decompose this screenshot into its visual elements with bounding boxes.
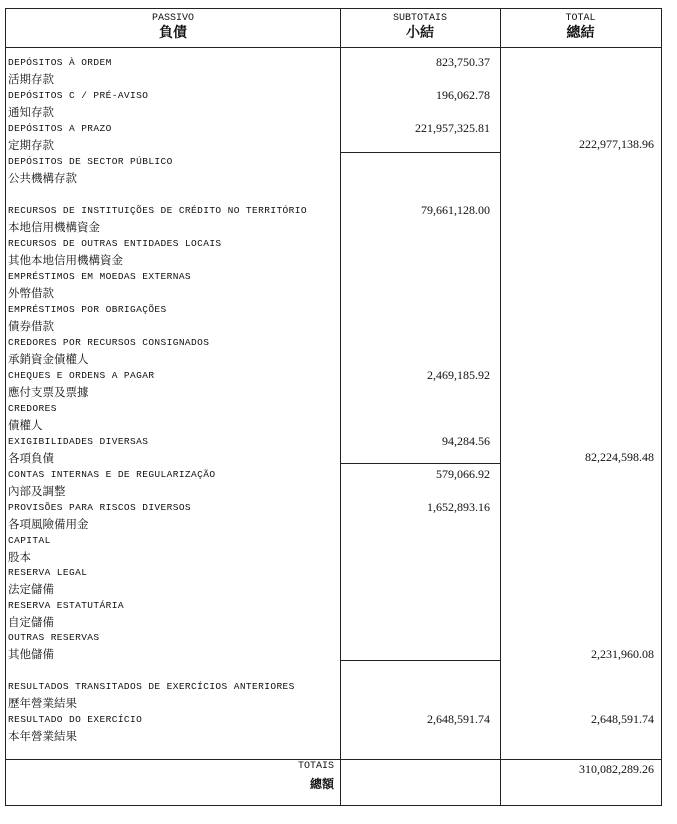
row-label-zh: 法定儲備	[8, 582, 54, 596]
header-divider	[6, 47, 661, 48]
row-label-pt: CAPITAL	[8, 535, 51, 546]
row-label-zh: 活期存款	[8, 72, 54, 86]
row-subtotal: 196,062.78	[436, 88, 490, 102]
row-label-zh: 股本	[8, 550, 31, 564]
row-label-pt: DEPÓSITOS À ORDEM	[8, 57, 112, 68]
header-passivo	[6, 11, 340, 41]
row-label-pt: RESERVA ESTATUTÁRIA	[8, 600, 124, 611]
row-label-pt: CHEQUES E ORDENS A PAGAR	[8, 370, 155, 381]
row-subtotal: 2,648,591.74	[427, 712, 490, 726]
row-label-pt: CONTAS INTERNAS E DE REGULARIZAÇÃO	[8, 469, 216, 480]
row-label-pt: RESULTADOS TRANSITADOS DE EXERCÍCIOS ANTERIORES	[8, 681, 295, 692]
row-label-pt: RECURSOS DE INSTITUIÇÕES DE CRÉDITO NO TERRITÓRIO	[8, 205, 307, 216]
row-label-zh: 其他儲備	[8, 647, 54, 661]
header-subtotais	[340, 11, 500, 41]
section-line-2	[340, 463, 500, 464]
row-subtotal: 823,750.37	[436, 55, 490, 69]
row-label-zh: 承銷資金債權人	[8, 352, 89, 366]
section-line-1	[340, 152, 500, 153]
row-label-pt: RESULTADO DO EXERCÍCIO	[8, 714, 143, 725]
header-subtotais-pt: SUBTOTAIS	[392, 13, 447, 24]
row-label-pt: CREDORES POR RECURSOS CONSIGNADOS	[8, 337, 210, 348]
column-divider-1	[340, 9, 341, 805]
row-label-pt: RESERVA LEGAL	[8, 567, 88, 578]
row-label-pt: OUTRAS RESERVAS	[8, 632, 100, 643]
row-label-pt: DEPÓSITOS A PRAZO	[8, 123, 112, 134]
row-subtotal: 579,066.92	[436, 467, 490, 481]
header-passivo-zh: 負債	[159, 25, 187, 41]
grand-total: 310,082,289.26	[579, 762, 654, 776]
column-divider-2	[500, 9, 501, 805]
row-label-pt: PROVISÕES PARA RISCOS DIVERSOS	[8, 502, 192, 513]
row-total: 2,648,591.74	[591, 712, 654, 726]
row-subtotal: 221,957,325.81	[415, 121, 490, 135]
row-label-zh: 債權人	[8, 418, 43, 432]
row-label-pt: RECURSOS DE OUTRAS ENTIDADES LOCAIS	[8, 238, 222, 249]
row-label-zh: 自定儲備	[8, 615, 54, 629]
row-total: 222,977,138.96	[579, 137, 654, 151]
row-label-zh: 定期存款	[8, 138, 54, 152]
row-label-pt: EXIGIBILIDADES DIVERSAS	[8, 436, 149, 447]
row-subtotal: 79,661,128.00	[421, 203, 490, 217]
row-label-zh: 本年營業結果	[8, 729, 77, 743]
row-label-zh: 歷年營業結果	[8, 696, 77, 710]
row-label-zh: 各項風險備用金	[8, 517, 89, 531]
row-label-zh: 債券借款	[8, 319, 54, 333]
row-label-pt: EMPRÉSTIMOS POR OBRIGAÇÕES	[8, 304, 167, 315]
totals-label-pt: TOTAIS	[297, 761, 334, 772]
row-label-zh: 本地信用機構資金	[8, 220, 100, 234]
row-subtotal: 1,652,893.16	[427, 500, 490, 514]
row-label-zh: 公共機構存款	[8, 171, 77, 185]
row-label-zh: 其他本地信用機構資金	[8, 253, 123, 267]
totals-label-zh: 總額	[309, 777, 334, 791]
header-total	[500, 11, 661, 41]
row-label-pt: DEPÓSITOS DE SECTOR PÚBLICO	[8, 156, 173, 167]
totals-divider	[6, 759, 661, 760]
row-label-zh: 內部及調整	[8, 484, 66, 498]
header-subtotais-zh: 小結	[406, 25, 434, 41]
row-label-pt: DEPÓSITOS C / PRÉ-AVISO	[8, 90, 149, 101]
header-total-zh: 總結	[566, 25, 595, 41]
row-label-pt: EMPRÉSTIMOS EM MOEDAS EXTERNAS	[8, 271, 192, 282]
section-line-3	[340, 660, 500, 661]
row-subtotal: 2,469,185.92	[427, 368, 490, 382]
header-passivo-pt: PASSIVO	[151, 13, 194, 24]
header-total-pt: TOTAL	[565, 13, 596, 24]
row-label-zh: 外幣借款	[8, 286, 54, 300]
row-total: 82,224,598.48	[585, 450, 654, 464]
row-subtotal: 94,284.56	[442, 434, 490, 448]
row-label-pt: CREDORES	[8, 403, 57, 414]
row-label-zh: 各項負債	[8, 451, 54, 465]
balance-sheet-table	[5, 8, 662, 806]
row-total: 2,231,960.08	[591, 647, 654, 661]
row-label-zh: 通知存款	[8, 105, 54, 119]
row-label-zh: 應付支票及票據	[8, 385, 89, 399]
